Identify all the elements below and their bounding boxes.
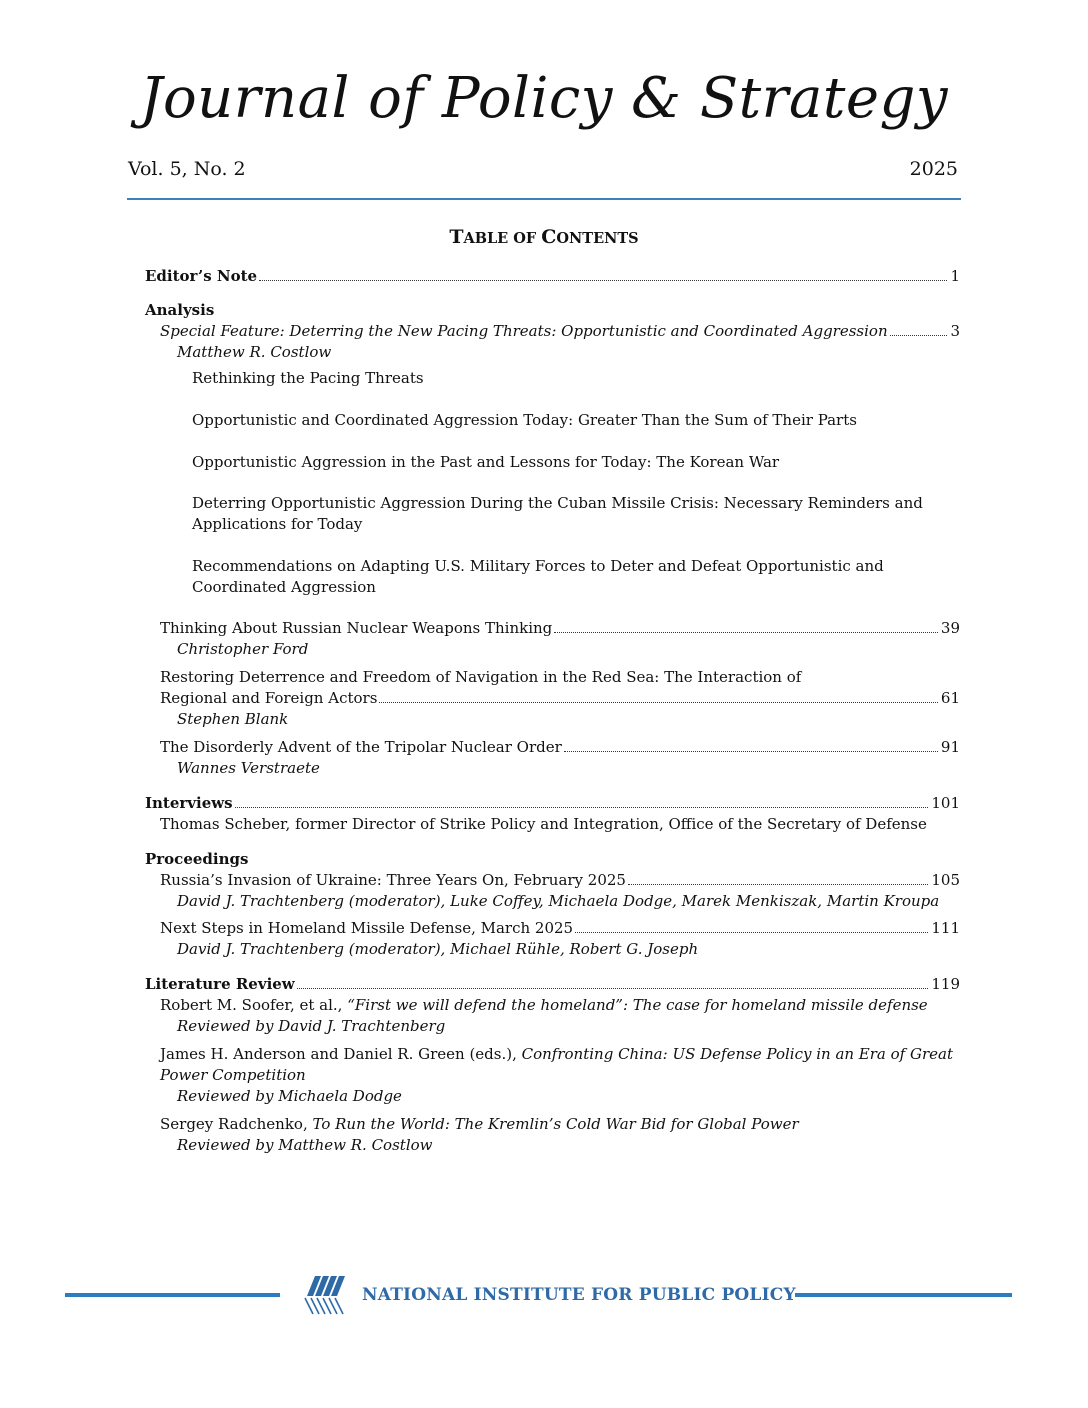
reviewer: Reviewed by Michaela Dodge [177, 1087, 402, 1105]
toc-entry-proceeding[interactable]: Russia’s Invasion of Ukraine: Three Years On, February 2025 105 [160, 871, 960, 889]
article-author: Stephen Blank [177, 710, 289, 728]
toc-entry-interviews[interactable]: Interviews 101 [145, 794, 960, 812]
subsection-item-continued[interactable]: Coordinated Aggression [192, 578, 376, 596]
section-heading-analysis: Analysis [145, 301, 215, 319]
toc-title: TABLE OF CONTENTS [449, 226, 639, 248]
reviewer: Reviewed by Matthew R. Costlow [177, 1136, 433, 1154]
subsection-item[interactable]: Rethinking the Pacing Threats [192, 369, 424, 387]
publisher-name: NATIONAL INSTITUTE FOR PUBLIC POLICY [362, 1285, 796, 1305]
toc-entry-special-feature[interactable]: Special Feature: Deterring the New Pacing Threats: Opportunistic and Coordinated Aggression 3 [160, 322, 960, 340]
toc-entry-editors-note[interactable]: Editor’s Note 1 [145, 267, 960, 285]
subsection-item[interactable]: Opportunistic and Coordinated Aggression Today: Greater Than the Sum of Their Parts [192, 411, 857, 429]
reviewer: Reviewed by David J. Trachtenberg [177, 1017, 446, 1035]
subsection-item[interactable]: Recommendations on Adapting U.S. Military Forces to Deter and Defeat Opportunistic and [192, 557, 884, 575]
toc-entry-article[interactable]: The Disorderly Advent of the Tripolar Nuclear Order 91 [160, 738, 960, 756]
institute-logo-icon [301, 1274, 351, 1316]
toc-entry-proceeding[interactable]: Next Steps in Homeland Missile Defense, March 2025 111 [160, 919, 960, 937]
review-entry[interactable]: Sergey Radchenko, To Run the World: The Kremlin’s Cold War Bid for Global Power [160, 1115, 799, 1133]
publication-year: 2025 [909, 158, 958, 180]
subsection-item[interactable]: Opportunistic Aggression in the Past and Lessons for Today: The Korean War [192, 453, 780, 471]
feature-author: Matthew R. Costlow [177, 343, 332, 361]
toc-entry-literature-review[interactable]: Literature Review 119 [145, 975, 960, 993]
header-rule [127, 198, 961, 200]
volume-number: Vol. 5, No. 2 [128, 158, 246, 180]
interview-entry: Thomas Scheber, former Director of Strike Policy and Integration, Office of the Secretary of Defense [160, 815, 927, 833]
article-author: Wannes Verstraete [177, 759, 320, 777]
footer-rule-right [795, 1293, 1012, 1297]
review-entry-continued[interactable]: Power Competition [160, 1066, 306, 1084]
toc-entry-article[interactable]: Regional and Foreign Actors 61 [160, 689, 960, 707]
subsection-item[interactable]: Deterring Opportunistic Aggression During the Cuban Missile Crisis: Necessary Reminders and [192, 494, 923, 512]
proceeding-participants: David J. Trachtenberg (moderator), Luke Coffey, Michaela Dodge, Marek Menkiszak, Martin Kroupa [177, 892, 940, 910]
journal-masthead: Journal of Policy & Strategy [140, 66, 948, 131]
toc-entry-article[interactable]: Thinking About Russian Nuclear Weapons Thinking 39 [160, 619, 960, 637]
footer-rule-left [65, 1293, 280, 1297]
review-entry[interactable]: James H. Anderson and Daniel R. Green (eds.), Confronting China: US Defense Policy in an Era of Great [160, 1045, 953, 1063]
subsection-item-continued[interactable]: Applications for Today [192, 515, 363, 533]
review-entry[interactable]: Robert M. Soofer, et al., “First we will defend the homeland”: The case for homeland missile defense [160, 996, 928, 1014]
article-author: Christopher Ford [177, 640, 309, 658]
proceeding-participants: David J. Trachtenberg (moderator), Michael Rühle, Robert G. Joseph [177, 940, 699, 958]
toc-entry-article-line1[interactable]: Restoring Deterrence and Freedom of Navigation in the Red Sea: The Interaction of [160, 668, 802, 686]
section-heading-proceedings: Proceedings [145, 850, 249, 868]
